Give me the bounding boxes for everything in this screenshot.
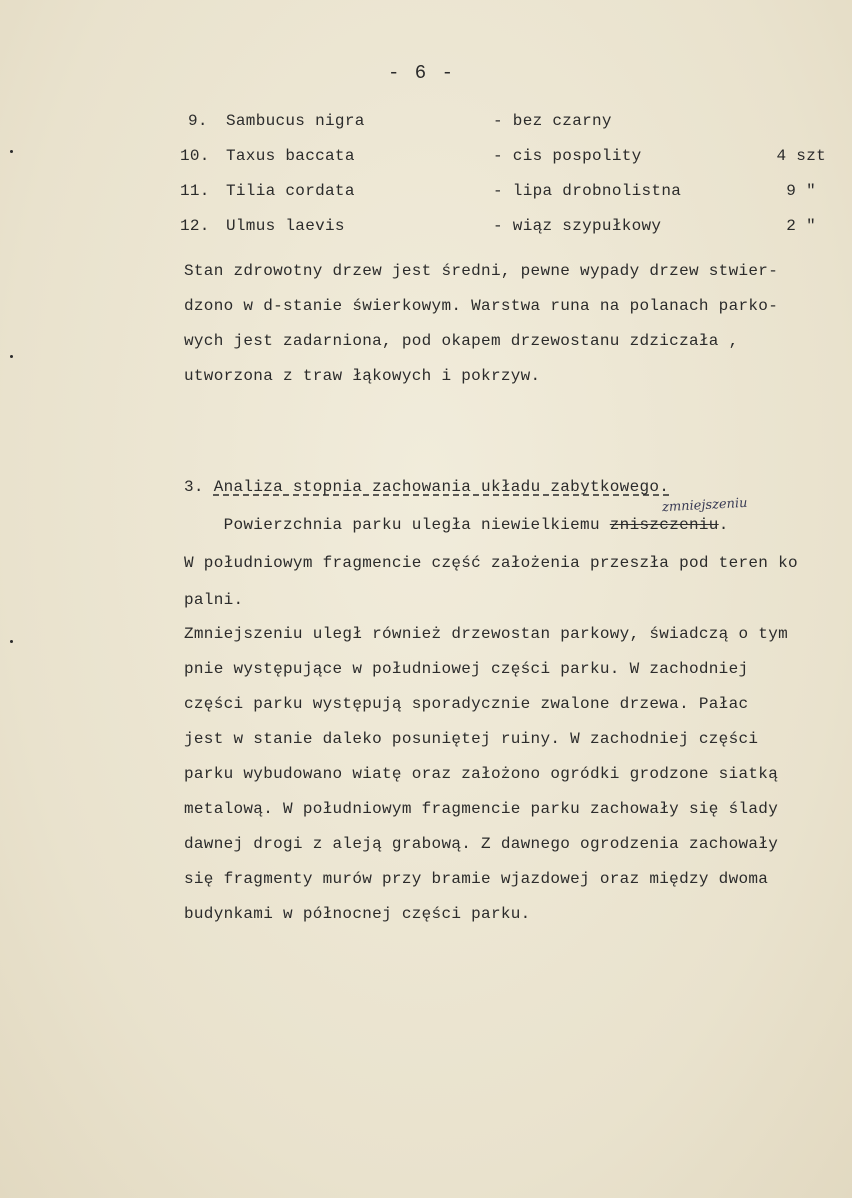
paragraph-line: wych jest zadarniona, pod okapem drzewostanu zdziczała , bbox=[184, 332, 739, 350]
paragraph-line: Stan zdrowotny drzew jest średni, pewne wypady drzew stwier- bbox=[184, 262, 779, 280]
section-number: 3. bbox=[184, 478, 204, 496]
paragraph-line: palni. bbox=[184, 591, 244, 609]
species-polish-name: - cis pospolity bbox=[493, 147, 642, 165]
species-quantity: 2 " bbox=[786, 217, 816, 235]
paragraph-line: pnie występujące w południowej części parku. W zachodniej bbox=[184, 660, 749, 678]
handwritten-correction: zmniejszeniu bbox=[661, 495, 748, 516]
species-latin-name: Sambucus nigra bbox=[226, 112, 365, 130]
punch-hole-mark bbox=[10, 355, 13, 358]
paragraph-line: Zmniejszeniu uległ również drzewostan parkowy, świadczą o tym bbox=[184, 625, 788, 643]
species-polish-name: - wiąz szypułkowy bbox=[493, 217, 662, 235]
paragraph-line: dawnej drogi z aleją grabową. Z dawnego ogrodzenia zachowały bbox=[184, 835, 779, 853]
page-number: - 6 - bbox=[388, 62, 456, 84]
paragraph-line: parku wybudowano wiatę oraz założono ogródki grodzone siatką bbox=[184, 765, 779, 783]
paragraph-line bbox=[184, 515, 729, 535]
punch-hole-mark bbox=[10, 640, 13, 643]
paragraph-line: metalową. W południowym fragmencie parku zachowały się ślady bbox=[184, 800, 779, 818]
paragraph-line: budynkami w północnej części parku. bbox=[184, 905, 531, 923]
section-heading bbox=[184, 477, 669, 497]
species-polish-name: - lipa drobnolistna bbox=[493, 182, 682, 200]
species-number: 9. bbox=[188, 112, 208, 130]
paragraph-line: dzono w d-stanie świerkowym. Warstwa runa na polanach parko- bbox=[184, 297, 779, 315]
species-number: 10. bbox=[180, 147, 210, 165]
line-text: . bbox=[718, 516, 729, 534]
species-latin-name: Ulmus laevis bbox=[226, 217, 345, 235]
species-quantity: 4 szt bbox=[776, 147, 826, 165]
line-text: Powierzchnia parku uległa niewielkiemu bbox=[184, 516, 610, 534]
species-number: 11. bbox=[180, 182, 210, 200]
section-title: Analiza stopnia zachowania układu zabytkowego. bbox=[213, 478, 670, 496]
paragraph-line: części parku występują sporadycznie zwalone drzewa. Pałac bbox=[184, 695, 749, 713]
species-latin-name: Tilia cordata bbox=[226, 182, 355, 200]
paragraph-line: utworzona z traw łąkowych i pokrzyw. bbox=[184, 367, 541, 385]
species-quantity: 9 " bbox=[786, 182, 816, 200]
struck-word: zniszczeniu bbox=[609, 516, 719, 534]
species-number: 12. bbox=[180, 217, 210, 235]
paragraph-line: się fragmenty murów przy bramie wjazdowej oraz między dwoma bbox=[184, 870, 769, 888]
paragraph-line: jest w stanie daleko posuniętej ruiny. W zachodniej części bbox=[184, 730, 759, 748]
punch-hole-mark bbox=[10, 150, 13, 153]
species-polish-name: - bez czarny bbox=[493, 112, 612, 130]
paragraph-line: W południowym fragmencie część założenia przeszła pod teren ko bbox=[184, 554, 798, 572]
species-latin-name: Taxus baccata bbox=[226, 147, 355, 165]
